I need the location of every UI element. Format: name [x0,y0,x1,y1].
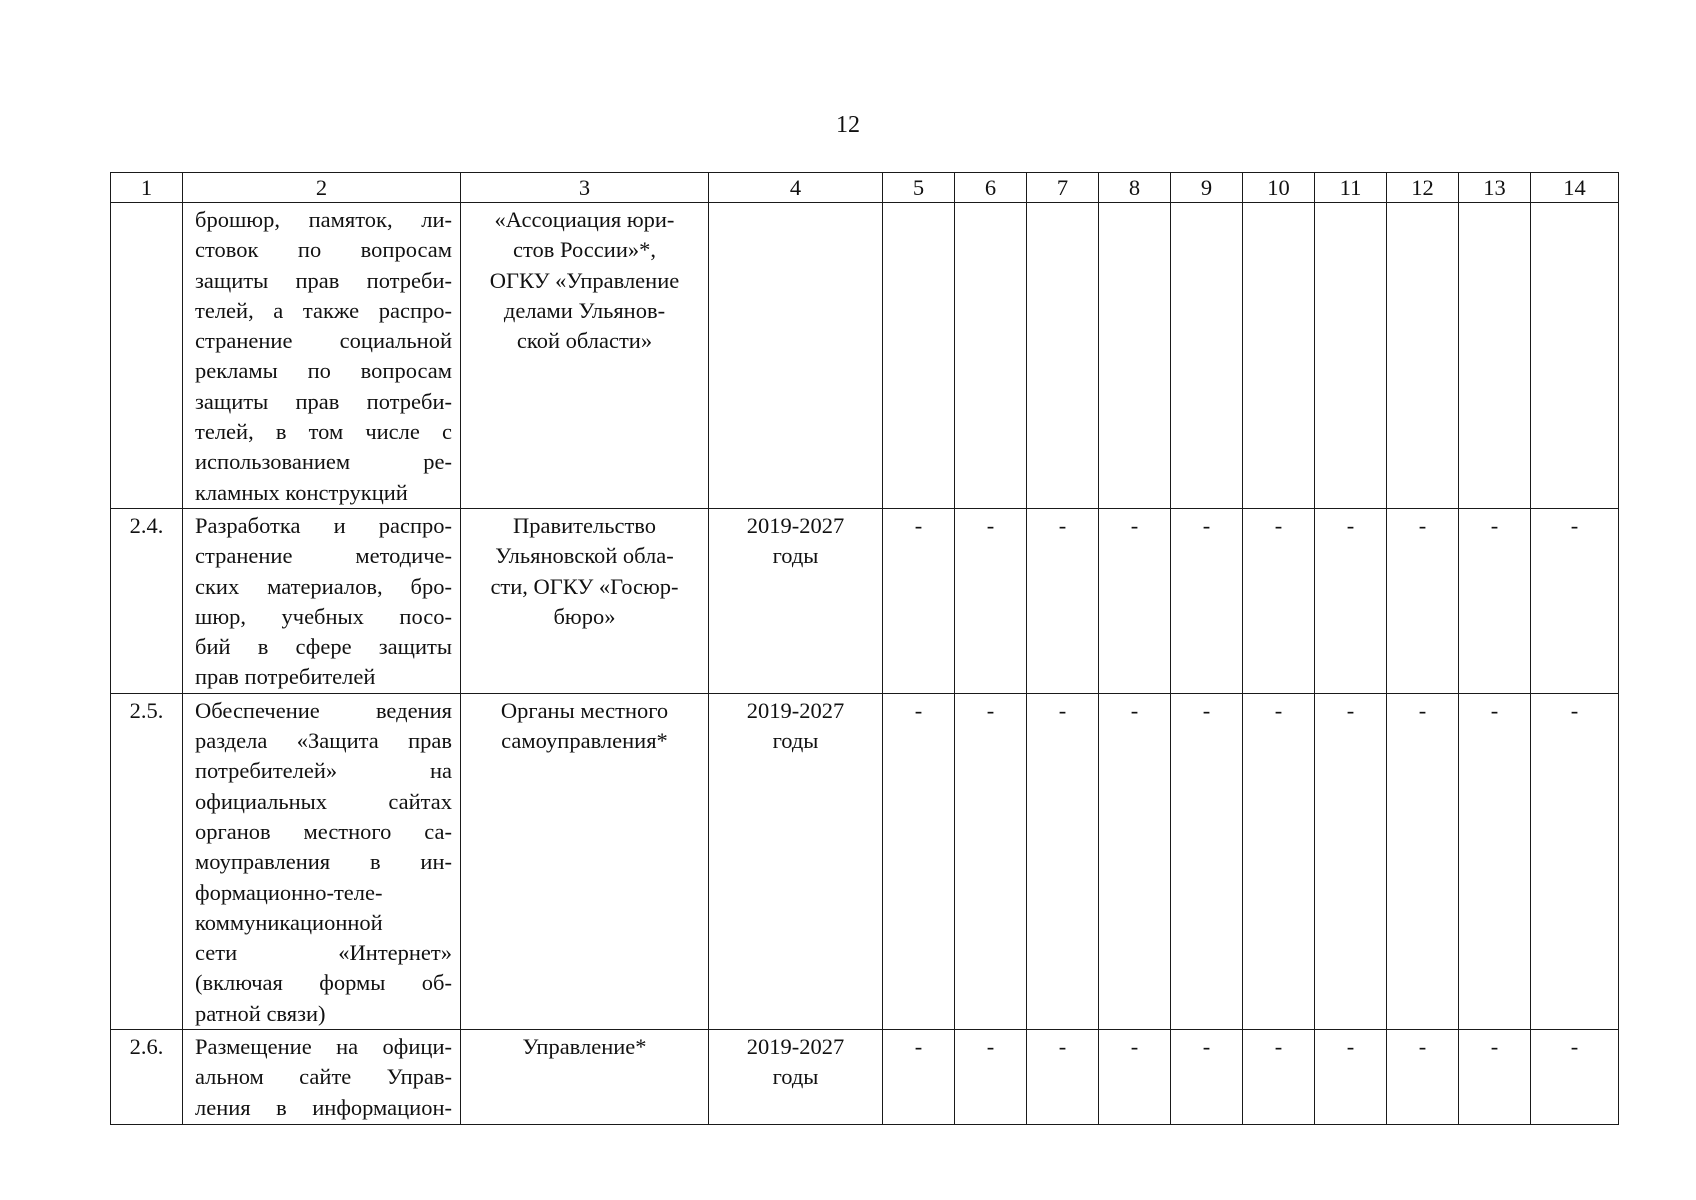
table-row [111,203,1619,509]
value-cell: - [1099,509,1171,694]
description-line: Размещение на офици- [195,1034,452,1060]
description-line: официальных сайтах [195,788,452,814]
value-cell: - [1531,693,1619,1029]
value-cell [1243,203,1315,509]
value-cell: - [1027,509,1099,694]
value-cell: - [1099,693,1171,1029]
responsible-executor [461,693,709,1029]
value-cell: - [1387,509,1459,694]
value-cell: - [1531,1030,1619,1125]
row-number: 2.6. [111,1030,183,1125]
value-cell: - [883,509,955,694]
value-cell: - [883,1030,955,1125]
description-line: защиты прав потреби- [195,267,452,293]
column-header: 12 [1387,173,1459,203]
responsible-executor [461,509,709,694]
value-cell: - [883,693,955,1029]
value-cell [1387,203,1459,509]
executor-line: Ульяновской обла- [495,543,674,569]
period-line: годы [772,1064,819,1090]
row-number: 2.4. [111,509,183,694]
executor-line: бюро» [553,603,616,629]
value-cell: - [1171,1030,1243,1125]
description-line: защиты прав потреби- [195,388,452,414]
description-line: брошюр, памяток, ли- [195,207,452,232]
value-cell: - [1243,1030,1315,1125]
value-cell: - [955,1030,1027,1125]
column-header: 8 [1099,173,1171,203]
page-number: 12 [836,112,860,138]
description-line: шюр, учебных посо- [195,603,452,629]
value-cell [1531,203,1619,509]
executor-line: Органы местного [500,697,669,723]
description-line: стовок по вопросам [195,237,452,263]
measure-description [183,1030,461,1125]
value-cell [1459,203,1531,509]
value-cell: - [1243,509,1315,694]
column-header: 13 [1459,173,1531,203]
description-line: телей, в том числе с [195,419,452,445]
value-cell: - [1099,1030,1171,1125]
implementation-period [709,509,883,694]
executor-line: ской области» [516,328,653,354]
column-header: 2 [183,173,461,203]
value-cell: - [1531,509,1619,694]
description-line: (включая формы об- [195,970,452,996]
executor-line: Управление* [522,1034,647,1060]
implementation-period [709,203,883,509]
column-header: 10 [1243,173,1315,203]
table-row [111,509,1619,694]
description-line: Обеспечение ведения [195,697,452,723]
value-cell: - [1459,693,1531,1029]
column-header: 11 [1315,173,1387,203]
value-cell: - [1315,1030,1387,1125]
period-line: 2019-2027 [746,1034,845,1060]
value-cell: - [955,693,1027,1029]
value-cell: - [1459,509,1531,694]
value-cell: - [1387,693,1459,1029]
value-cell: - [1171,693,1243,1029]
period-line: годы [772,543,819,569]
implementation-period [709,1030,883,1125]
value-cell: - [1027,693,1099,1029]
executor-line: сти, ОГКУ «Госюр- [490,573,679,599]
value-cell [1099,203,1171,509]
executor-line: делами Ульянов- [503,297,666,323]
row-number [111,203,183,509]
column-header: 6 [955,173,1027,203]
measure-description [183,203,461,509]
value-cell: - [1315,509,1387,694]
executor-line: стов России»*, [513,237,656,263]
value-cell [1027,203,1099,509]
value-cell [1171,203,1243,509]
description-line: Разработка и распро- [195,513,452,538]
responsible-executor [461,1030,709,1125]
value-cell [883,203,955,509]
description-line: моуправления в ин- [195,849,452,875]
period-line: годы [772,728,819,754]
header-row [111,173,1619,203]
description-line: телей, а также распро- [195,297,452,323]
executor-line: Правительство [513,513,656,538]
measure-description [183,509,461,694]
value-cell: - [1243,693,1315,1029]
column-header: 4 [709,173,883,203]
description-line: раздела «Защита прав [195,728,452,754]
description-line: потребителей» на [195,758,452,784]
description-line: ских материалов, бро- [195,573,452,599]
value-cell: - [1315,693,1387,1029]
description-line: рекламы по вопросам [195,358,452,384]
value-cell [1315,203,1387,509]
description-line: органов местного са- [195,818,452,844]
value-cell: - [1387,1030,1459,1125]
executor-line: самоуправления* [501,728,668,754]
value-cell: - [1459,1030,1531,1125]
responsible-executor [461,203,709,509]
description-line: альном сайте Управ- [195,1064,452,1090]
description-line: ратной связи) [195,1000,326,1026]
description-line: использованием ре- [195,449,452,475]
description-line: бий в сфере защиты [195,634,452,660]
executor-line: ОГКУ «Управление [489,267,680,293]
period-line: 2019-2027 [746,513,845,538]
description-line: странение методиче- [195,543,452,569]
column-header: 3 [461,173,709,203]
table-row [111,1030,1619,1125]
description-line: кламных конструкций [195,479,408,505]
description-line: прав потребителей [195,664,376,690]
measures-table [110,172,1619,1125]
column-header: 1 [111,173,183,203]
executor-line: «Ассоциация юри- [494,207,675,232]
column-header: 5 [883,173,955,203]
value-cell: - [1027,1030,1099,1125]
description-line: ления в информацион- [195,1094,452,1120]
description-line: странение социальной [195,328,452,354]
table-row [111,693,1619,1029]
value-cell: - [955,509,1027,694]
column-header: 14 [1531,173,1619,203]
row-number: 2.5. [111,693,183,1029]
column-header: 9 [1171,173,1243,203]
description-line: формационно-теле- [195,879,383,905]
value-cell: - [1171,509,1243,694]
description-line: коммуникационной [195,909,383,935]
measure-description [183,693,461,1029]
value-cell [955,203,1027,509]
column-header: 7 [1027,173,1099,203]
implementation-period [709,693,883,1029]
period-line: 2019-2027 [746,697,845,723]
description-line: сети «Интернет» [195,940,452,966]
